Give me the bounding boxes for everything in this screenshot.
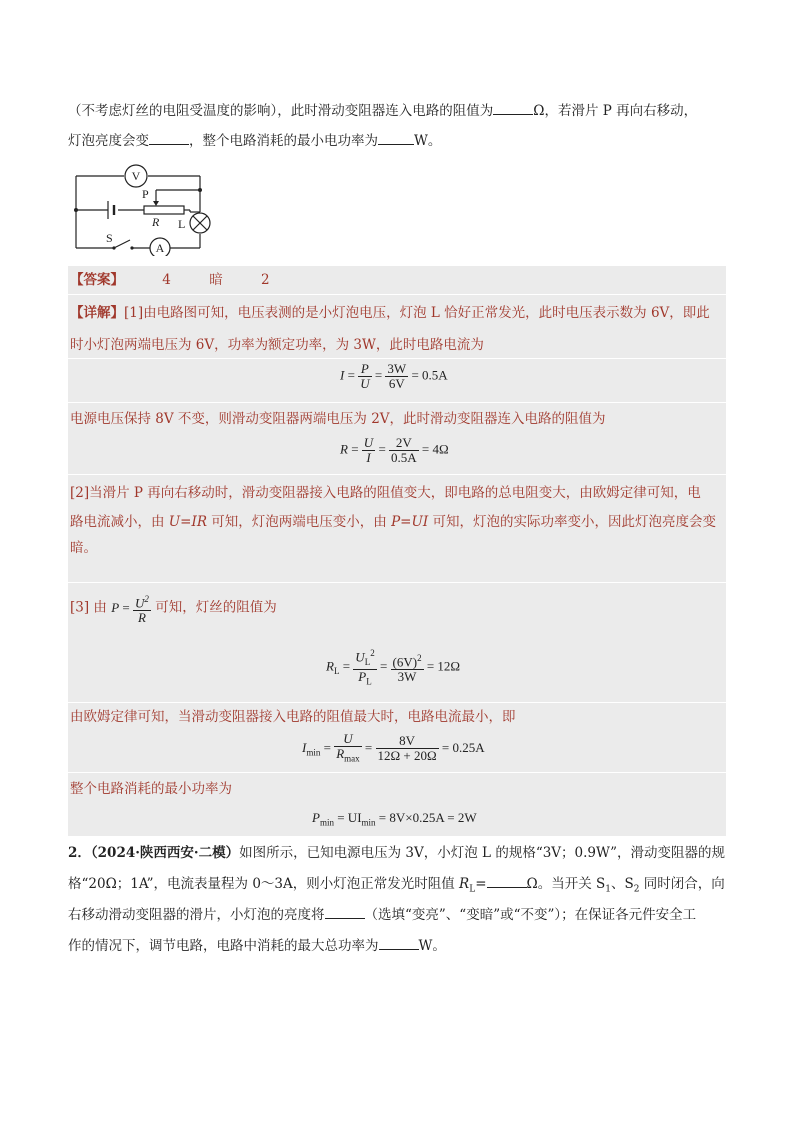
- question-text-line-2: 灯泡亮度会变 ，整个电路消耗的最小电功率为 W。: [68, 130, 441, 152]
- answer-blank: [378, 130, 414, 145]
- detail-line-4: [2]当滑片 P 再向右移动时，滑动变阻器接入电路的阻值变大，即电路的总电阻变大，由欧姆定律可知，电: [70, 485, 701, 501]
- slider-label: P: [142, 187, 149, 201]
- ammeter-symbol: A: [155, 241, 165, 255]
- answer-blank: [379, 935, 419, 950]
- equation-current: I = $\frac{P}{U}$ = $\frac{3W}{6V}$ = 0.5A: [340, 361, 448, 391]
- switch-label: S: [106, 231, 113, 245]
- equation-min-current: $I_{min}$ = $\frac{U}{R_{max}}$ = $\frac{8V}{12\Omega + 20\Omega}$ = 0.25A: [302, 731, 485, 764]
- question-2-line-2: 格“20Ω；1A”，电流表量程为 0～3A，则小灯泡正常发光时阻值 $R_L= \Omega$。当开关 $S_1$、$S_2$ 同时闭合，向: [68, 873, 725, 901]
- answer-line: 【答案】 4 暗 2: [70, 272, 270, 288]
- answer-blank: [325, 904, 365, 919]
- detail-line-1: 【详解】[1]由电路图可知，电压表测的是小灯泡电压，灯泡 L 恰好正常发光，此时电压表示数为 6V，即此: [70, 305, 710, 321]
- equation-filament-resistance: $R_L$ = $\frac{U_L^2}{P_L}$ = $\frac{(6V)^2}{3W}$ = 12Ω: [326, 648, 461, 687]
- detail-line-2: 时小灯泡两端电压为 6V，功率为额定功率，为 3W，此时电路电流为: [70, 337, 484, 353]
- detail-line-3: 电源电压保持 8V 不变，则滑动变阻器两端电压为 2V，此时滑动变阻器连入电路的阻值为: [70, 411, 606, 427]
- question-2-line-1: 2．（2024·陕西西安·二模）如图所示，已知电源电压为 3V，小灯泡 L 的规格“3V；0.9W”，滑动变阻器的规: [68, 845, 726, 861]
- circuit-diagram: [68, 160, 218, 256]
- answer-blank: [487, 873, 527, 888]
- equation-min-power: $P_{min} = UI_{min} = 8V\times 0.25A = 2W$: [312, 810, 477, 828]
- voltmeter-symbol: V: [131, 169, 141, 183]
- resistor-label: R: [152, 215, 160, 229]
- detail-line-8: 由欧姆定律可知，当滑动变阻器接入电路的阻值最大时，电路电流最小，即: [70, 709, 516, 725]
- lamp-label: L: [178, 217, 186, 231]
- answer-blank: [493, 100, 533, 115]
- question-text-line-1: （不考虑灯丝的电阻受温度的影响），此时滑动变阻器连入电路的阻值为 Ω，若滑片 P 再向右移动，: [68, 100, 697, 122]
- equation-resistance: R = $\frac{U}{I}$ = $\frac{2V}{0.5A}$ = 4Ω: [340, 435, 449, 465]
- detail-line-9: 整个电路消耗的最小功率为: [70, 781, 232, 797]
- answer-blank: [149, 130, 189, 145]
- detail-line-7: [3] 由 P = $\frac{U^2}{R}$ 可知，灯丝的阻值为: [70, 594, 277, 626]
- detail-line-6: 暗。: [70, 540, 97, 556]
- detail-line-5: 路电流减小，由 U=IR 可知，灯泡两端电压变小，由 P=UI 可知，灯泡的实际功率变小，因此灯泡亮度会变: [70, 514, 716, 530]
- question-2-line-4: 作的情况下，调节电路，电路中消耗的最大总功率为 W。: [68, 935, 446, 957]
- question-2-line-3: 右移动滑动变阻器的滑片，小灯泡的亮度将 （选填“变亮”、“变暗”或“不变”）；在保证各元件安全工: [68, 904, 696, 926]
